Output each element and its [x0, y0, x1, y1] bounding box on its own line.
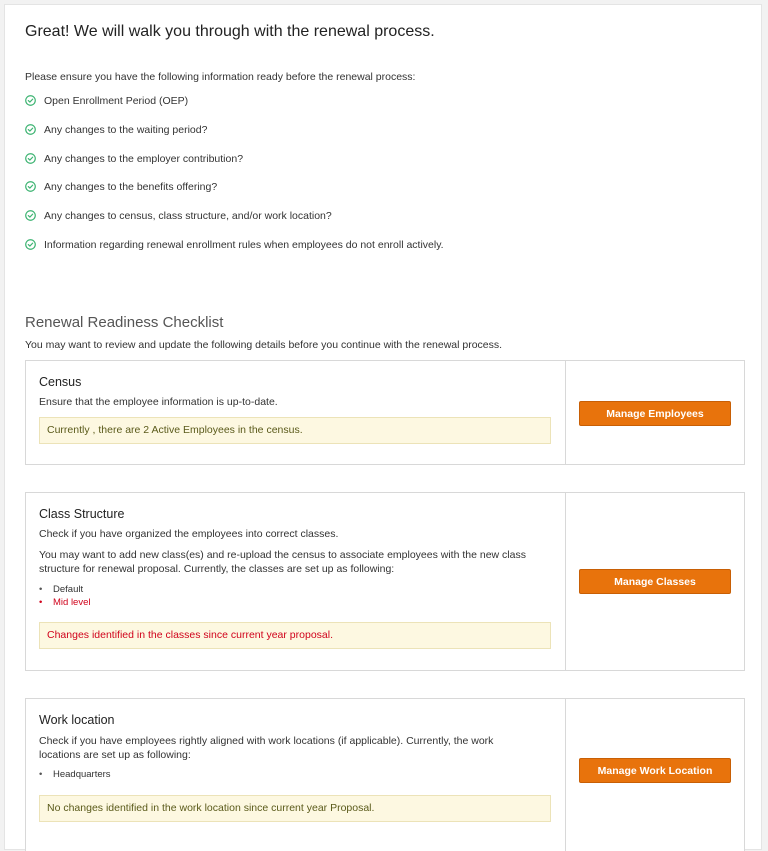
work-location-card	[25, 698, 745, 851]
requirement-label: Any changes to the waiting period?	[44, 123, 208, 136]
check-circle-icon	[25, 153, 36, 164]
requirement-label: Any changes to the employer contribution?	[44, 152, 244, 165]
class-structure-description-2: You may want to add new class(es) and re-upload the census to associate employees with the new class structure for renewal proposal. Currently, the classes are set up as following:	[39, 549, 526, 575]
work-location-notice: No changes identified in the work location since current year Proposal.	[39, 795, 551, 822]
requirement-label: Information regarding renewal enrollment rules when employees do not enroll actively.	[44, 238, 444, 251]
list-item: • Headquarters	[39, 768, 111, 781]
work-location-list	[39, 768, 111, 781]
census-title: Census	[39, 375, 82, 389]
class-structure-card	[25, 492, 745, 671]
requirements-list	[25, 95, 444, 268]
checklist-title: Renewal Readiness Checklist	[25, 314, 224, 331]
manage-employees-button[interactable]: Manage Employees	[579, 401, 731, 426]
check-circle-icon	[25, 95, 36, 106]
list-item: • Mid level	[39, 596, 91, 609]
manage-work-location-button[interactable]: Manage Work Location	[579, 758, 731, 783]
check-circle-icon	[25, 239, 36, 250]
requirement-label: Any changes to census, class structure, and/or work location?	[44, 210, 332, 223]
class-structure-notice: Changes identified in the classes since current year proposal.	[39, 622, 551, 649]
checklist-subtitle: You may want to review and update the following details before you continue with the renewal process.	[25, 339, 503, 351]
check-circle-icon	[25, 210, 36, 221]
census-description: Ensure that the employee information is up-to-date.	[39, 396, 278, 408]
work-location-details	[26, 699, 566, 851]
list-item	[25, 239, 444, 268]
list-item	[25, 124, 444, 153]
requirement-label: Open Enrollment Period (OEP)	[44, 95, 189, 107]
list-item: • Default	[39, 583, 91, 596]
check-circle-icon	[25, 181, 36, 192]
list-item	[25, 153, 444, 182]
page-title: Great! We will walk you through with the renewal process.	[25, 23, 435, 40]
manage-classes-button[interactable]: Manage Classes	[579, 569, 731, 594]
work-location-title: Work location	[39, 713, 115, 727]
intro-text: Please ensure you have the following information ready before the renewal process:	[25, 71, 416, 83]
requirement-label: Any changes to the benefits offering?	[44, 181, 218, 194]
work-location-description: Check if you have employees rightly aligned with work locations (if applicable). Currently, the work locations are set up as following:	[39, 735, 494, 761]
list-item	[25, 95, 444, 124]
census-notice: Currently , there are 2 Active Employees in the census.	[39, 417, 551, 444]
class-structure-title: Class Structure	[39, 507, 125, 521]
class-structure-details	[26, 493, 566, 670]
class-structure-description: Check if you have organized the employees into correct classes.	[39, 528, 339, 540]
renewal-page	[4, 4, 762, 850]
census-card	[25, 360, 745, 465]
list-item	[25, 181, 444, 210]
list-item	[25, 210, 444, 239]
check-circle-icon	[25, 124, 36, 135]
census-details	[26, 361, 566, 464]
class-list	[39, 583, 91, 609]
